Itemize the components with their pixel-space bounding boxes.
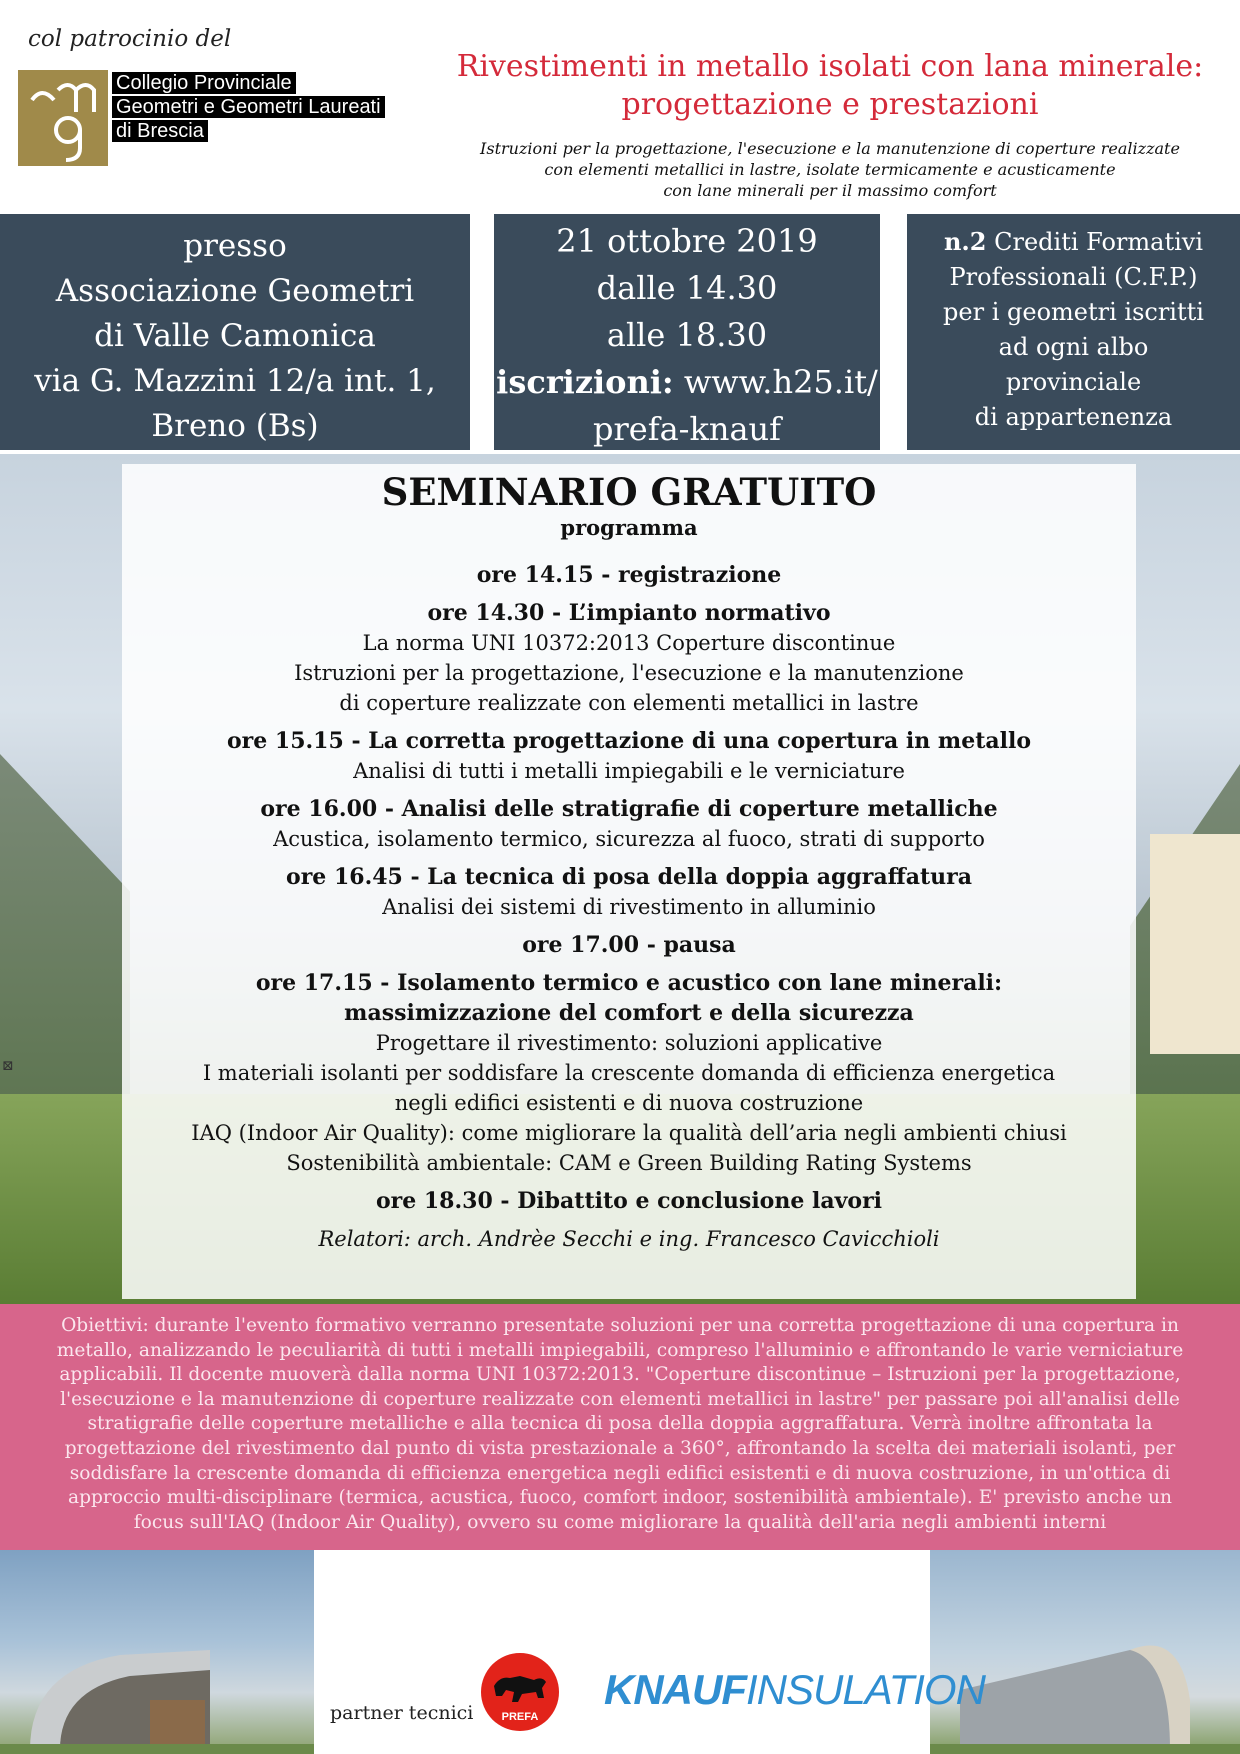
program-title: SEMINARIO GRATUITO <box>381 470 877 514</box>
main-title <box>440 48 1220 124</box>
credits-line-2: Professionali (C.F.P.) <box>949 263 1198 291</box>
credits-box <box>907 214 1240 450</box>
obiettivi-line: focus sull'IAQ (Indoor Air Quality), ovvero su come migliorare la qualità dell'aria negli ambienti interni <box>133 1511 1107 1533</box>
venue-line-5: Breno (Bs) <box>151 408 319 444</box>
credits-line-4: ad ogni albo <box>998 333 1149 361</box>
program-list <box>122 560 1136 1254</box>
partner-label: partner tecnici <box>330 1702 474 1724</box>
collegio-logo <box>18 70 108 166</box>
event-start: dalle 14.30 <box>596 269 778 307</box>
obiettivi-band <box>0 1304 1240 1550</box>
program-item-line: Sostenibilità ambientale: CAM e Green Building Rating Systems <box>286 1151 972 1175</box>
prefa-logo-text: PREFA <box>501 1711 539 1723</box>
iscrizioni-line <box>494 359 880 406</box>
program-item-line: Acustica, isolamento termico, sicurezza al fuoco, strati di supporto <box>273 827 985 851</box>
program-item <box>122 726 1136 786</box>
program-item <box>122 794 1136 854</box>
program-item <box>122 930 1136 960</box>
program-item-title: ore 14.15 - registrazione <box>476 562 782 588</box>
credits-title: Crediti Formativi <box>994 228 1204 256</box>
obiettivi-line: soddisfare la crescente domanda di efficienza energetica negli edifici esistenti e di nuova costruzione, in un'ottica di <box>69 1462 1171 1484</box>
credits-line-1 <box>907 224 1240 260</box>
building-photo-right <box>930 1550 1240 1754</box>
program-item <box>122 862 1136 922</box>
main-title-line-1: Rivestimenti in metallo isolati con lana minerale: <box>456 49 1204 84</box>
prefa-bull-icon <box>480 1652 560 1732</box>
knauf-logo-thin: INSULATION <box>745 1666 985 1713</box>
main-title-line-2: progettazione e prestazioni <box>621 87 1039 122</box>
curved-building-right-image <box>930 1550 1240 1754</box>
credits-line-3: per i geometri iscritti <box>943 298 1204 326</box>
program-item-line: negli edifici esistenti e di nuova costruzione <box>394 1091 864 1115</box>
program-item-title: ore 16.45 - La tecnica di posa della doppia aggraffatura <box>286 864 972 890</box>
schedule-box <box>494 214 880 450</box>
collegio-logo-icon <box>18 70 108 166</box>
obiettivi-line: stratigrafie delle coperture metalliche e alla tecnica di posa della doppia aggraffatura. Verrà inoltre affrontata la <box>87 1413 1153 1435</box>
subtitle-line-3: con lane minerali per il massimo comfort <box>663 181 997 200</box>
building-photo-left <box>0 1550 314 1754</box>
program-item <box>122 968 1136 1178</box>
program-item-line: La norma UNI 10372:2013 Coperture discontinue <box>362 631 896 655</box>
obiettivi-line: progettazione del rivestimento dal punto di vista prestazionale a 360°, affrontando la scelta dei materiali isolanti, per <box>64 1437 1176 1459</box>
knauf-logo-bold: KNAUF <box>604 1666 746 1713</box>
iscrizioni-label: iscrizioni: <box>496 363 674 401</box>
obiettivi-line: metallo, analizzando le peculiarità di tutti i metalli impiegabili, compreso l'alluminio e affrontando le varie verniciature <box>56 1339 1184 1361</box>
event-end: alle 18.30 <box>606 316 768 354</box>
program-item-line: Analisi di tutti i metalli impiegabili e le verniciature <box>353 759 905 783</box>
venue-line-1: presso <box>183 228 287 264</box>
credits-line-5: provinciale <box>1005 368 1142 396</box>
program-item-title: ore 18.30 - Dibattito e conclusione lavori <box>375 1188 883 1214</box>
collegio-name <box>112 72 452 144</box>
program-item-line: Istruzioni per la progettazione, l'esecuzione e la manutenzione <box>294 661 964 685</box>
subtitle <box>440 138 1220 201</box>
obiettivi-line: Obiettivi: durante l'evento formativo verranno presentate soluzioni per una corretta progettazione di una copertura in <box>61 1315 1179 1336</box>
obiettivi-line: applicabili. Il docente muoverà dalla norma UNI 10372:2013. "Coperture discontinue – Istruzioni per la progettazione, <box>59 1364 1181 1386</box>
venue-line-2: Associazione Geometri <box>55 273 415 309</box>
iscrizioni-url[interactable]: www.h25.it/ <box>683 363 878 401</box>
program-item-title: ore 16.00 - Analisi delle stratigrafie di coperture metalliche <box>260 796 998 822</box>
program-item <box>122 560 1136 590</box>
house-image <box>1150 834 1240 1054</box>
obiettivi-line: approccio multi-disciplinare (termica, acustica, fuoco, comfort indoor, sostenibilità ambientale). E' previsto anche un <box>67 1487 1173 1509</box>
credits-count: n.2 <box>943 227 987 256</box>
program-item-title: ore 15.15 - La corretta progettazione di una copertura in metallo <box>226 728 1031 754</box>
program-item-title-2: massimizzazione del comfort e della sicurezza <box>344 1000 914 1026</box>
program-item-line: IAQ (Indoor Air Quality): come migliorare la qualità dell’aria negli ambienti chiusi <box>191 1121 1067 1145</box>
program-item-line: I materiali isolanti per soddisfare la crescente domanda di efficienza energetica <box>202 1061 1056 1085</box>
subtitle-line-1: Istruzioni per la progettazione, l'esecuzione e la manutenzione di coperture realizzate <box>480 139 1180 158</box>
iscrizioni-url-2[interactable]: prefa-knauf <box>593 410 781 448</box>
knauf-insulation-logo <box>604 1666 985 1714</box>
collegio-name-line-2: Geometri e Geometri Laureati <box>112 96 385 118</box>
program-panel <box>122 464 1136 1299</box>
venue-box <box>0 214 470 450</box>
obiettivi-line: l'esecuzione e la manutenzione di coperture realizzate con elementi metallici in lastre" per passare poi all'analisi delle <box>60 1388 1180 1410</box>
program-item-title: ore 14.30 - L’impianto normativo <box>427 600 831 626</box>
curved-building-left-image <box>0 1550 314 1754</box>
program-item-line: Progettare il rivestimento: soluzioni applicative <box>375 1031 883 1055</box>
venue-line-3: di Valle Camonica <box>94 318 376 354</box>
venue-line-4: via G. Mazzini 12/a int. 1, <box>34 363 436 399</box>
program-item-line: di coperture realizzate con elementi metallici in lastre <box>339 691 919 715</box>
collegio-name-line-1: Collegio Provinciale <box>112 72 296 94</box>
program-item-title: ore 17.15 - Isolamento termico e acustico con lane minerali: <box>255 970 1003 996</box>
event-date: 21 ottobre 2019 <box>556 222 818 260</box>
program-item <box>122 1186 1136 1216</box>
relatori: Relatori: arch. Andrèe Secchi e ing. Francesco Cavicchioli <box>318 1227 940 1251</box>
prefa-logo <box>480 1652 560 1732</box>
program-item-title: ore 17.00 - pausa <box>522 932 736 958</box>
checkbox-mark-icon: ⊠ <box>2 1058 14 1074</box>
collegio-name-line-3: di Brescia <box>112 120 208 142</box>
subtitle-line-2: con elementi metallici in lastre, isolate termicamente e acusticamente <box>544 160 1116 179</box>
program-item <box>122 598 1136 718</box>
credits-line-6: di appartenenza <box>974 403 1173 431</box>
patrocinio-label: col patrocinio del <box>28 26 232 52</box>
program-subtitle: programma <box>560 515 698 540</box>
program-item-line: Analisi dei sistemi di rivestimento in alluminio <box>382 895 876 919</box>
